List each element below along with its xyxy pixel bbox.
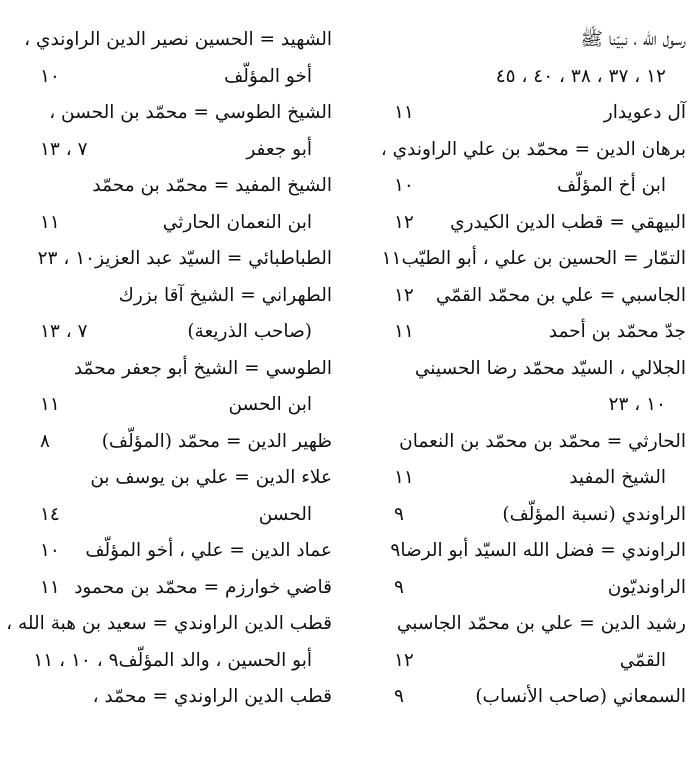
index-entry <box>368 95 686 132</box>
entry-pages: ٧ ، ١٣ <box>40 321 88 342</box>
entry-text: الطباطبائي = السيّد عبد العزيز <box>95 248 332 269</box>
index-column-right <box>368 22 686 716</box>
entry-pages: ٩ ، ١٠ ، ١١ <box>33 649 119 671</box>
entry-text: آل دعويدار <box>603 102 686 123</box>
index-entry <box>14 205 332 242</box>
index-entry <box>14 643 332 680</box>
entry-pages: ١١ <box>40 394 60 415</box>
entry-text: (صاحب الذريعة) <box>187 321 312 342</box>
entry-pages: ١١ <box>381 248 402 269</box>
entry-text: البيهقي = قطب الدين الكيدري <box>450 211 686 233</box>
index-entry <box>368 22 686 59</box>
index-entry <box>368 679 686 716</box>
index-entry <box>368 205 686 242</box>
index-entry <box>368 351 686 388</box>
entry-pages: ٩ <box>394 503 404 525</box>
index-entry <box>368 570 686 607</box>
entry-text: رسول الله ، نبيّنا ﷺ <box>580 29 686 50</box>
index-entry <box>368 314 686 351</box>
entry-text: الراونديّون <box>607 576 686 598</box>
index-entry <box>14 460 332 497</box>
index-entry <box>368 278 686 315</box>
entry-text: الشيخ المفيد = محمّد بن محمّد <box>92 175 332 196</box>
entry-pages: ١٤ <box>40 503 60 525</box>
entry-text: عماد الدين = علي ، أخو المؤلّف <box>85 540 332 561</box>
index-entry <box>368 497 686 534</box>
entry-text: الشيخ المفيد <box>569 467 666 488</box>
entry-text: الحارثي = محمّد بن محمّد بن النعمان <box>399 430 686 452</box>
index-entry <box>14 351 332 388</box>
index-entry <box>368 59 686 96</box>
entry-text: قطب الدين الراوندي = محمّد ، <box>92 686 332 707</box>
entry-text: ابن النعمان الحارثي <box>162 211 312 233</box>
entry-text: علاء الدين = علي بن يوسف بن <box>90 467 332 488</box>
entry-pages: ٩ <box>394 686 404 707</box>
index-entry <box>14 387 332 424</box>
index-entry <box>14 22 332 59</box>
entry-pages: ١٠ <box>394 175 414 196</box>
entry-text: القمّي <box>619 649 666 671</box>
index-entry <box>368 241 686 278</box>
entry-text: الطوسي = الشيخ أبو جعفر محمّد <box>73 357 332 379</box>
index-entry <box>14 424 332 461</box>
index-entry <box>14 679 332 716</box>
entry-text: قطب الدين الراوندي = سعيد بن هبة الله ، <box>6 613 332 634</box>
entry-pages: ١١ <box>394 321 414 342</box>
index-entry <box>14 59 332 96</box>
entry-text: أبو الحسين ، والد المؤلّف <box>118 649 312 671</box>
index-column-left <box>6 22 332 716</box>
entry-text: الراوندي (نسبة المؤلّف) <box>502 503 686 525</box>
index-page <box>0 22 700 762</box>
index-entry <box>14 314 332 351</box>
index-entry <box>368 533 686 570</box>
index-entry <box>14 132 332 169</box>
entry-pages: ٩ <box>394 576 404 598</box>
index-entry <box>368 606 686 643</box>
entry-text: رشيد الدين = علي بن محمّد الجاسبي <box>396 613 686 634</box>
entry-pages: ١٢ <box>394 649 414 671</box>
entry-text: الجلالي ، السيّد محمّد رضا الحسيني <box>414 357 686 379</box>
entry-text: الطهراني = الشيخ آقا بزرك <box>118 284 332 306</box>
entry-pages: ٩ <box>390 540 401 561</box>
entry-pages: ١٢ ، ٣٧ ، ٣٨ ، ٤٠ ، ٤٥ <box>495 65 666 87</box>
entry-text: الراوندي = فضل الله السيّد أبو الرضا <box>400 540 686 561</box>
entry-text: الحسن <box>258 503 312 525</box>
entry-text: ابن الحسن <box>228 394 312 415</box>
entry-text: الشهيد = الحسين نصير الدين الراوندي ، <box>24 29 332 50</box>
entry-text: قاضي خوارزم = محمّد بن محمود <box>74 576 332 598</box>
entry-text: ظهير الدين = محمّد (المؤلّف) <box>101 430 332 452</box>
entry-pages: ١١ <box>394 102 414 123</box>
entry-text: الجاسبي = علي بن محمّد القمّي <box>435 284 686 306</box>
entry-pages: ١٠ <box>40 65 60 87</box>
index-entry <box>368 460 686 497</box>
entry-text: جدّ محمّد بن أحمد <box>548 321 686 342</box>
entry-text: برهان الدين = محمّد بن علي الراوندي ، <box>380 138 686 160</box>
entry-pages: ١٠ <box>40 540 60 561</box>
entry-pages: ١٠ ، ٢٣ <box>37 248 96 269</box>
index-entry <box>14 278 332 315</box>
index-entry <box>14 241 332 278</box>
entry-text: أخو المؤلّف <box>224 65 312 87</box>
entry-text: الشيخ الطوسي = محمّد بن الحسن ، <box>49 102 332 123</box>
entry-pages: ١١ <box>40 576 60 598</box>
entry-text: السمعاني (صاحب الأنساب) <box>475 686 686 707</box>
entry-pages: ٨ <box>40 430 50 452</box>
entry-pages: ١٢ <box>394 211 414 233</box>
entry-text: ابن أخ المؤلّف <box>556 175 666 196</box>
index-entry <box>368 132 686 169</box>
index-entry <box>14 570 332 607</box>
index-entry <box>14 497 332 534</box>
index-entry <box>14 95 332 132</box>
entry-pages: ١١ <box>394 467 414 488</box>
entry-pages: ١١ <box>40 211 60 233</box>
index-entry <box>368 168 686 205</box>
entry-pages: ١٢ <box>394 284 414 306</box>
entry-text: أبو جعفر <box>246 138 312 160</box>
entry-pages: ٧ ، ١٣ <box>40 138 88 160</box>
entry-pages: ١٠ ، ٢٣ <box>608 394 666 415</box>
index-entry <box>14 168 332 205</box>
index-entry <box>368 643 686 680</box>
index-entry <box>368 424 686 461</box>
index-entry <box>368 387 686 424</box>
index-entry <box>6 606 332 643</box>
entry-text: التمّار = الحسين بن علي ، أبو الطيّب <box>401 248 686 269</box>
index-entry <box>14 533 332 570</box>
